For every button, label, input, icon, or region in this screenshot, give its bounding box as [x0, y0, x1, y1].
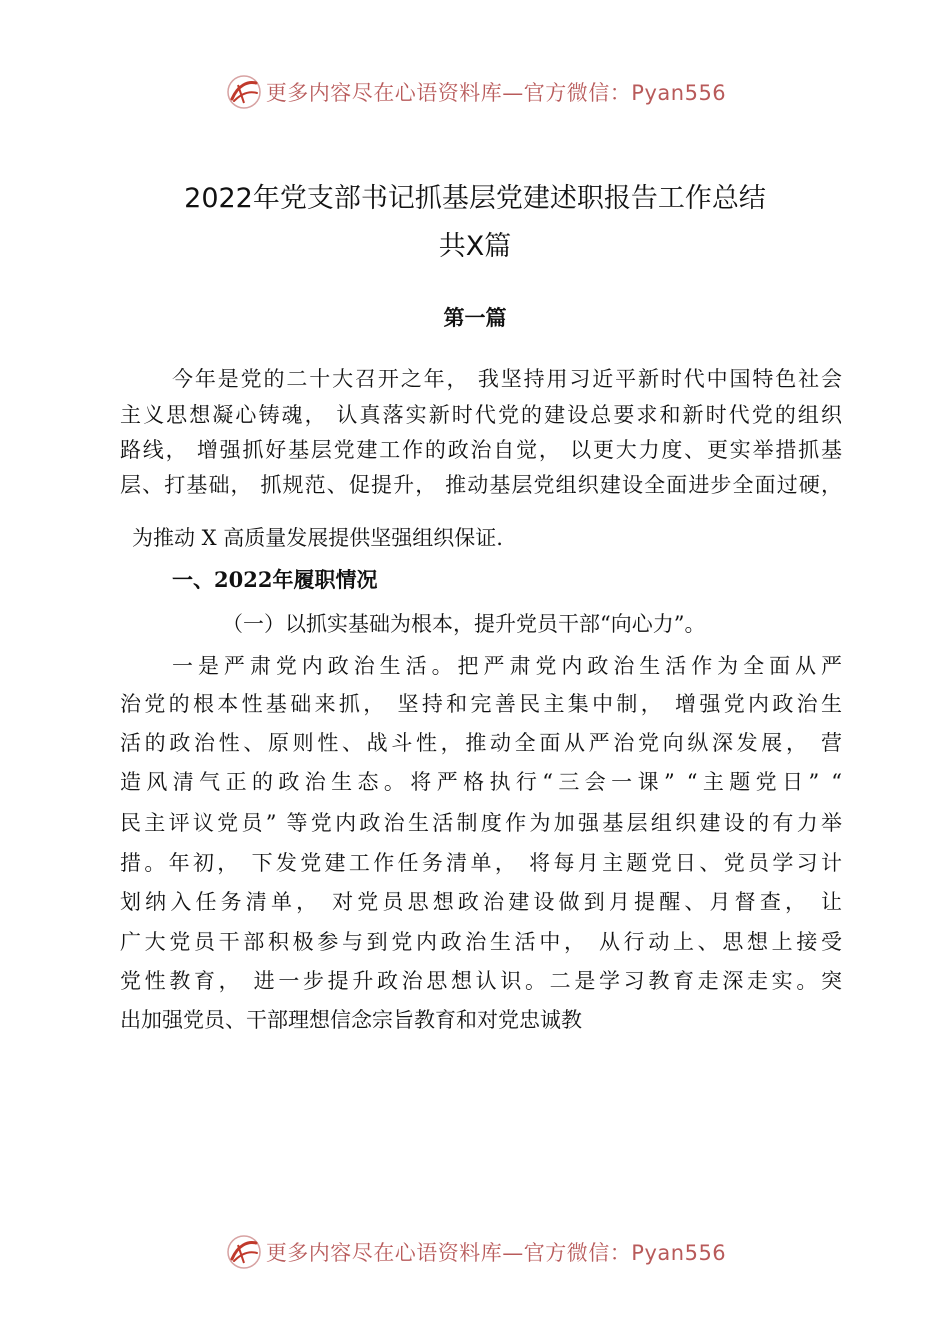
- banner-text: 更多内容尽在心语资料库—官方微信：Pyan556: [265, 81, 727, 105]
- paragraph-line: 活的政治性、原则性、战斗性，推动全面从严治党向纵深发展， 营: [120, 731, 842, 755]
- intro-line: 主义思想凝心铸魂， 认真落实新时代党的建设总要求和新时代党的组织: [120, 403, 842, 427]
- paragraph-line: 广大党员干部积极参与到党内政治生活中， 从行动上、思想上接受: [120, 930, 842, 954]
- intro-line: 层、打基础， 抓规范、促提升， 推动基层党组织建设全面进步全面过硬，: [120, 473, 842, 497]
- paragraph-line: 划纳入任务清单， 对党员思想政治建设做到月提醒、月督查， 让: [120, 890, 842, 914]
- paragraph-line: 民主评议党员” 等党内政治生活制度作为加强基层组织建设的有力举: [120, 811, 842, 835]
- intro-line: 今年是党的二十大召开之年， 我坚持用习近平新时代中国特色社会: [172, 367, 842, 391]
- paragraph-line: 出加强党员、干部理想信念宗旨教育和对党忠诚教: [120, 1008, 582, 1032]
- paragraph-line: 治党的根本性基础来抓， 坚持和完善民主集中制， 增强党内政治生: [120, 692, 842, 716]
- paragraph-line: 一是严肃党内政治生活。把严肃党内政治生活作为全面从严: [172, 654, 842, 678]
- part-heading: 第一篇: [443, 305, 507, 330]
- paragraph-line: 措。年初， 下发党建工作任务清单， 将每月主题党日、党员学习计: [120, 851, 842, 875]
- document-title-line2: 共X篇: [438, 231, 512, 262]
- book-logo-icon: [224, 73, 264, 111]
- header-banner: [0, 72, 950, 112]
- book-logo-icon: [224, 1233, 264, 1271]
- intro-line: 为推动 X 高质量发展提供坚强组织保证.: [132, 526, 503, 550]
- paragraph-line: 造风清气正的政治生态。将严格执行“三会一课” “主题党日” “: [120, 770, 842, 794]
- footer-banner: [0, 1232, 950, 1272]
- banner-text: 更多内容尽在心语资料库—官方微信：Pyan556: [265, 1241, 727, 1265]
- paragraph-line: 党性教育， 进一步提升政治思想认识。二是学习教育走深走实。突: [120, 969, 842, 993]
- document-title-line1: 2022年党支部书记抓基层党建述职报告工作总结: [184, 183, 766, 214]
- subsection-heading: （一）以抓实基础为根本，提升党员干部“向心力”。: [222, 612, 706, 636]
- intro-line: 路线， 增强抓好基层党建工作的政治自觉， 以更大力度、更实举措抓基: [120, 438, 842, 462]
- section-heading: 一、2022年履职情况: [172, 567, 378, 592]
